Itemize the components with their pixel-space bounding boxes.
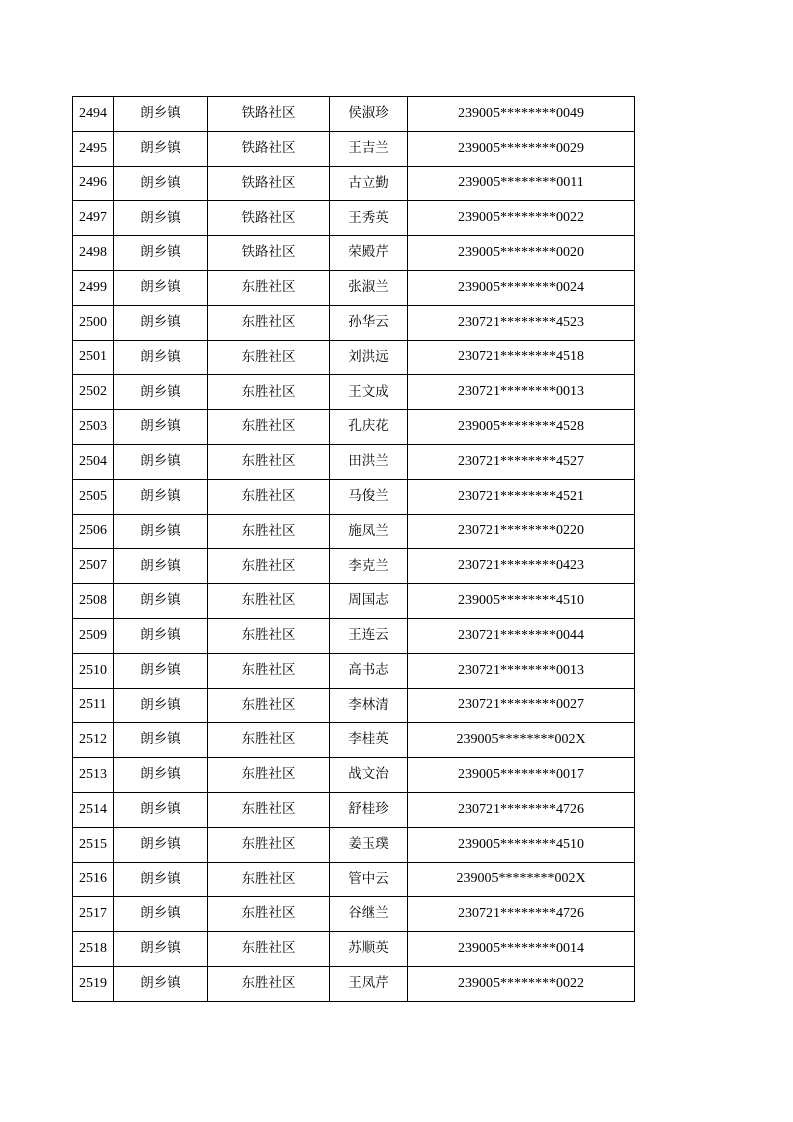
roster-table-body (73, 97, 635, 1002)
id-number-cell: 239005********0017 (408, 758, 635, 793)
community-cell: 东胜社区 (208, 340, 330, 375)
table-row (73, 514, 635, 549)
row-number-cell: 2510 (73, 653, 114, 688)
table-row (73, 97, 635, 132)
community-cell: 铁路社区 (208, 236, 330, 271)
town-cell: 朗乡镇 (114, 479, 208, 514)
id-number-cell: 230721********0013 (408, 375, 635, 410)
table-row (73, 897, 635, 932)
town-cell: 朗乡镇 (114, 758, 208, 793)
table-row (73, 723, 635, 758)
table-row (73, 444, 635, 479)
table-row (73, 131, 635, 166)
person-name-cell: 王凤芹 (330, 966, 408, 1001)
id-number-cell: 230721********0044 (408, 618, 635, 653)
town-cell: 朗乡镇 (114, 305, 208, 340)
id-number-cell: 239005********0029 (408, 131, 635, 166)
id-number-cell: 239005********4528 (408, 410, 635, 445)
id-number-cell: 230721********0220 (408, 514, 635, 549)
community-cell: 铁路社区 (208, 131, 330, 166)
id-number-cell: 239005********0022 (408, 966, 635, 1001)
row-number-cell: 2509 (73, 618, 114, 653)
table-row (73, 549, 635, 584)
id-number-cell: 239005********0049 (408, 97, 635, 132)
person-name-cell: 刘洪远 (330, 340, 408, 375)
table-row (73, 758, 635, 793)
row-number-cell: 2508 (73, 584, 114, 619)
id-number-cell: 239005********002X (408, 862, 635, 897)
person-name-cell: 张淑兰 (330, 270, 408, 305)
row-number-cell: 2516 (73, 862, 114, 897)
person-name-cell: 周国志 (330, 584, 408, 619)
community-cell: 铁路社区 (208, 201, 330, 236)
town-cell: 朗乡镇 (114, 131, 208, 166)
table-row (73, 410, 635, 445)
town-cell: 朗乡镇 (114, 932, 208, 967)
town-cell: 朗乡镇 (114, 723, 208, 758)
table-row (73, 792, 635, 827)
id-number-cell: 230721********4518 (408, 340, 635, 375)
row-number-cell: 2515 (73, 827, 114, 862)
community-cell: 东胜社区 (208, 792, 330, 827)
row-number-cell: 2496 (73, 166, 114, 201)
table-row (73, 166, 635, 201)
person-name-cell: 李林清 (330, 688, 408, 723)
id-number-cell: 239005********4510 (408, 584, 635, 619)
person-name-cell: 战文治 (330, 758, 408, 793)
document-page (72, 96, 634, 1002)
town-cell: 朗乡镇 (114, 97, 208, 132)
table-row (73, 201, 635, 236)
table-row (73, 653, 635, 688)
person-name-cell: 姜玉璞 (330, 827, 408, 862)
community-cell: 东胜社区 (208, 584, 330, 619)
id-number-cell: 239005********4510 (408, 827, 635, 862)
row-number-cell: 2512 (73, 723, 114, 758)
row-number-cell: 2517 (73, 897, 114, 932)
town-cell: 朗乡镇 (114, 792, 208, 827)
row-number-cell: 2506 (73, 514, 114, 549)
town-cell: 朗乡镇 (114, 966, 208, 1001)
id-number-cell: 239005********0011 (408, 166, 635, 201)
town-cell: 朗乡镇 (114, 201, 208, 236)
table-row (73, 375, 635, 410)
community-cell: 东胜社区 (208, 966, 330, 1001)
community-cell: 铁路社区 (208, 166, 330, 201)
row-number-cell: 2503 (73, 410, 114, 445)
town-cell: 朗乡镇 (114, 340, 208, 375)
id-number-cell: 230721********0027 (408, 688, 635, 723)
person-name-cell: 谷继兰 (330, 897, 408, 932)
row-number-cell: 2501 (73, 340, 114, 375)
row-number-cell: 2513 (73, 758, 114, 793)
town-cell: 朗乡镇 (114, 862, 208, 897)
table-row (73, 305, 635, 340)
id-number-cell: 230721********4726 (408, 897, 635, 932)
person-name-cell: 李桂英 (330, 723, 408, 758)
community-cell: 东胜社区 (208, 410, 330, 445)
row-number-cell: 2511 (73, 688, 114, 723)
town-cell: 朗乡镇 (114, 827, 208, 862)
id-number-cell: 239005********0014 (408, 932, 635, 967)
table-row (73, 479, 635, 514)
person-name-cell: 古立勤 (330, 166, 408, 201)
person-name-cell: 施凤兰 (330, 514, 408, 549)
row-number-cell: 2504 (73, 444, 114, 479)
row-number-cell: 2495 (73, 131, 114, 166)
row-number-cell: 2502 (73, 375, 114, 410)
row-number-cell: 2494 (73, 97, 114, 132)
community-cell: 东胜社区 (208, 723, 330, 758)
town-cell: 朗乡镇 (114, 236, 208, 271)
row-number-cell: 2514 (73, 792, 114, 827)
community-cell: 东胜社区 (208, 549, 330, 584)
community-cell: 东胜社区 (208, 862, 330, 897)
community-cell: 东胜社区 (208, 305, 330, 340)
community-cell: 铁路社区 (208, 97, 330, 132)
row-number-cell: 2507 (73, 549, 114, 584)
row-number-cell: 2518 (73, 932, 114, 967)
community-cell: 东胜社区 (208, 932, 330, 967)
row-number-cell: 2498 (73, 236, 114, 271)
town-cell: 朗乡镇 (114, 549, 208, 584)
person-name-cell: 侯淑珍 (330, 97, 408, 132)
community-cell: 东胜社区 (208, 653, 330, 688)
town-cell: 朗乡镇 (114, 618, 208, 653)
town-cell: 朗乡镇 (114, 688, 208, 723)
person-name-cell: 王吉兰 (330, 131, 408, 166)
community-cell: 东胜社区 (208, 375, 330, 410)
person-name-cell: 王文成 (330, 375, 408, 410)
person-name-cell: 舒桂珍 (330, 792, 408, 827)
id-number-cell: 239005********0024 (408, 270, 635, 305)
id-number-cell: 230721********4527 (408, 444, 635, 479)
row-number-cell: 2519 (73, 966, 114, 1001)
table-row (73, 932, 635, 967)
table-row (73, 966, 635, 1001)
table-row (73, 236, 635, 271)
id-number-cell: 230721********0423 (408, 549, 635, 584)
table-row (73, 618, 635, 653)
town-cell: 朗乡镇 (114, 270, 208, 305)
community-cell: 东胜社区 (208, 688, 330, 723)
row-number-cell: 2499 (73, 270, 114, 305)
table-row (73, 862, 635, 897)
community-cell: 东胜社区 (208, 479, 330, 514)
town-cell: 朗乡镇 (114, 514, 208, 549)
person-name-cell: 王连云 (330, 618, 408, 653)
town-cell: 朗乡镇 (114, 897, 208, 932)
town-cell: 朗乡镇 (114, 653, 208, 688)
id-number-cell: 239005********0020 (408, 236, 635, 271)
person-name-cell: 李克兰 (330, 549, 408, 584)
id-number-cell: 230721********0013 (408, 653, 635, 688)
town-cell: 朗乡镇 (114, 444, 208, 479)
row-number-cell: 2497 (73, 201, 114, 236)
community-cell: 东胜社区 (208, 270, 330, 305)
id-number-cell: 230721********4523 (408, 305, 635, 340)
community-cell: 东胜社区 (208, 897, 330, 932)
person-name-cell: 高书志 (330, 653, 408, 688)
table-row (73, 688, 635, 723)
person-name-cell: 孙华云 (330, 305, 408, 340)
town-cell: 朗乡镇 (114, 410, 208, 445)
town-cell: 朗乡镇 (114, 375, 208, 410)
community-cell: 东胜社区 (208, 444, 330, 479)
id-number-cell: 230721********4726 (408, 792, 635, 827)
community-cell: 东胜社区 (208, 827, 330, 862)
person-name-cell: 管中云 (330, 862, 408, 897)
id-number-cell: 239005********002X (408, 723, 635, 758)
town-cell: 朗乡镇 (114, 166, 208, 201)
table-row (73, 340, 635, 375)
community-cell: 东胜社区 (208, 514, 330, 549)
community-cell: 东胜社区 (208, 618, 330, 653)
person-name-cell: 马俊兰 (330, 479, 408, 514)
id-number-cell: 239005********0022 (408, 201, 635, 236)
roster-table (72, 96, 635, 1002)
row-number-cell: 2500 (73, 305, 114, 340)
person-name-cell: 孔庆花 (330, 410, 408, 445)
community-cell: 东胜社区 (208, 758, 330, 793)
table-row (73, 270, 635, 305)
row-number-cell: 2505 (73, 479, 114, 514)
table-row (73, 584, 635, 619)
town-cell: 朗乡镇 (114, 584, 208, 619)
id-number-cell: 230721********4521 (408, 479, 635, 514)
person-name-cell: 王秀英 (330, 201, 408, 236)
table-row (73, 827, 635, 862)
person-name-cell: 田洪兰 (330, 444, 408, 479)
person-name-cell: 苏顺英 (330, 932, 408, 967)
person-name-cell: 荣殿芹 (330, 236, 408, 271)
